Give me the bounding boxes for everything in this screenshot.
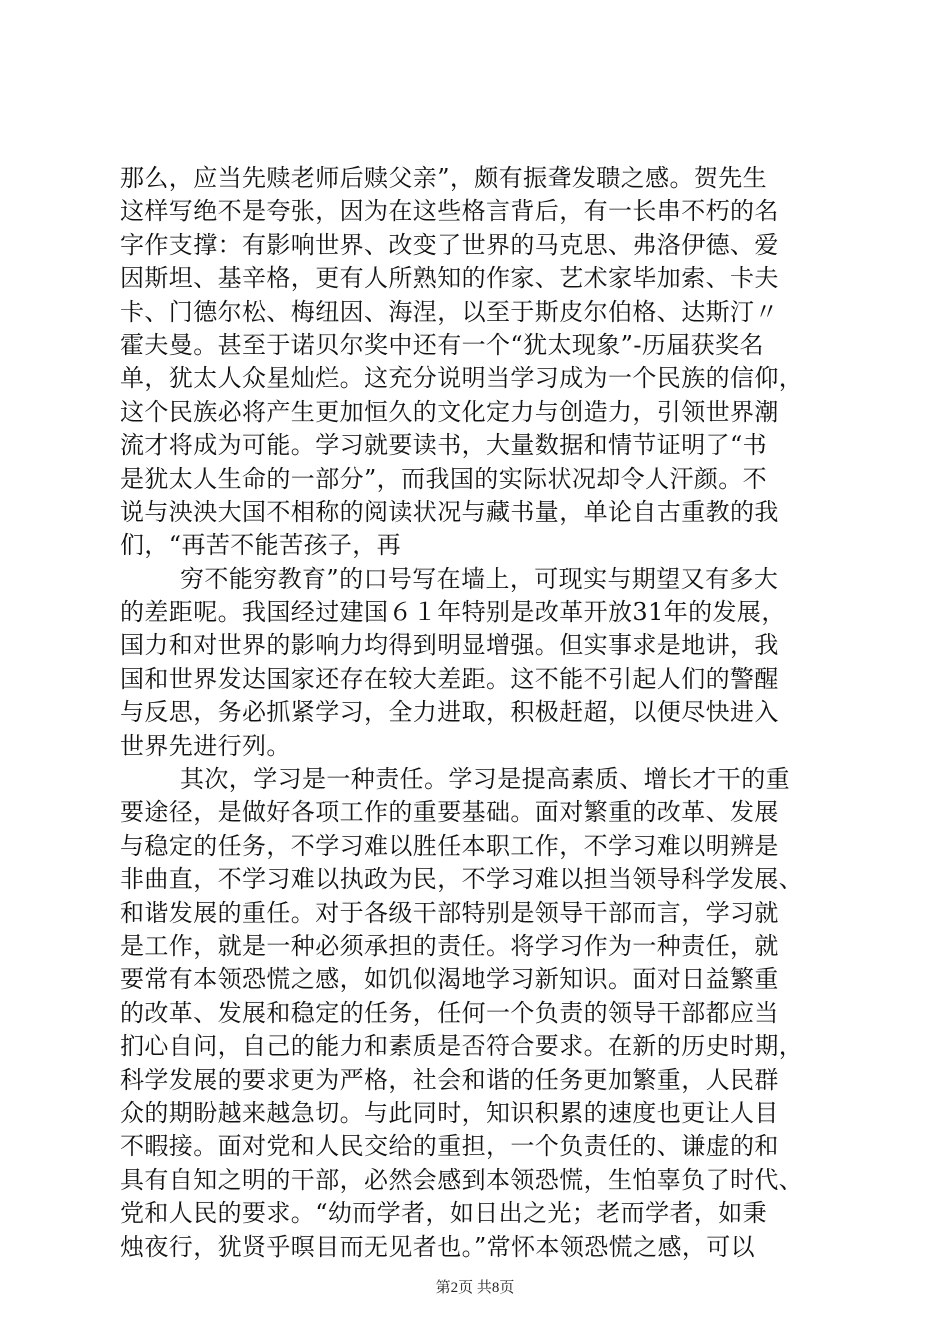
text-line: 们，“再苦不能苦孩子，再 [120, 531, 402, 560]
text-line: 烛夜行，犹贤乎暝目而无见者也。”常怀本领恐慌之感，可以 [120, 1232, 756, 1261]
text-line: 是工作，就是一种必须承担的责任。将学习作为一种责任，就 [120, 931, 779, 960]
text-line: 这样写绝不是夸张，因为在这些格言背后，有一长串不朽的名 [120, 197, 779, 226]
paragraph [120, 763, 840, 1264]
text-line: 科学发展的要求更为严格，社会和谐的任务更加繁重，人民群 [120, 1065, 779, 1094]
text-line: 穷不能穷教育”的口号写在墙上，可现实与期望又有多大 [180, 564, 779, 593]
text-line: 众的期盼越来越急切。与此同时，知识积累的速度也更让人目 [120, 1098, 779, 1127]
text-line: 字作支撑：有影响世界、改变了世界的马克思、弗洛伊德、爱 [120, 230, 779, 259]
text-line: 流才将成为可能。学习就要读书，大量数据和情节证明了“书 [120, 431, 768, 460]
text-line: 非曲直，不学习难以执政为民，不学习难以担当领导科学发展、 [120, 865, 804, 894]
document-body [120, 162, 840, 1264]
text-line: 要途径，是做好各项工作的重要基础。面对繁重的改革、发展 [120, 798, 779, 827]
text-line: 的改革、发展和稳定的任务，任何一个负责的领导干部都应当 [120, 998, 779, 1027]
text-line: 具有自知之明的干部，必然会感到本领恐慌，生怕辜负了时代、 [120, 1165, 804, 1194]
text-line: 国力和对世界的影响力均得到明显增强。但实事求是地讲，我 [120, 631, 779, 660]
text-line: 和谐发展的重任。对于各级干部特别是领导干部而言，学习就 [120, 898, 779, 927]
text-line: 扪心自问，自己的能力和素质是否符合要求。在新的历史时期， [120, 1032, 804, 1061]
text-line: 的差距呢。我国经过建国６１年特别是改革开放31年的发展， [120, 598, 786, 627]
text-line: 是犹太人生命的一部分”，而我国的实际状况却令人汗颜。不 [120, 464, 768, 493]
text-line: 说与泱泱大国不相称的阅读状况与藏书量，单论自古重教的我 [120, 497, 779, 526]
text-line: 因斯坦、基辛格，更有人所熟知的作家、艺术家毕加索、卡夫 [120, 264, 779, 293]
text-line: 要常有本领恐慌之感，如饥似渴地学习新知识。面对日益繁重 [120, 965, 779, 994]
paragraph [120, 563, 840, 763]
text-line: 国和世界发达国家还存在较大差距。这不能不引起人们的警醒 [120, 664, 779, 693]
text-line: 党和人民的要求。“幼而学者，如日出之光；老而学者，如秉 [120, 1199, 768, 1228]
text-line: 单，犹太人众星灿烂。这充分说明当学习成为一个民族的信仰， [120, 364, 804, 393]
page-number: 第2页 共8页 [435, 1280, 515, 1296]
text-line: 与反思，务必抓紧学习，全力进取，积极赶超，以便尽快进入 [120, 698, 779, 727]
text-line: 这个民族必将产生更加恒久的文化定力与创造力，引领世界潮 [120, 397, 779, 426]
text-line: 与稳定的任务，不学习难以胜任本职工作，不学习难以明辨是 [120, 831, 779, 860]
text-line: 其次，学习是一种责任。学习是提高素质、增长才干的重 [180, 765, 790, 794]
text-line: 不暇接。面对党和人民交给的重担，一个负责任的、谦虚的和 [120, 1132, 779, 1161]
text-line: 霍夫曼。甚至于诺贝尔奖中还有一个“犹太现象”-历届获奖名 [120, 330, 764, 359]
text-line: 卡、门德尔松、梅纽因、海涅，以至于斯皮尔伯格、达斯汀〃 [120, 297, 779, 326]
paragraph [120, 162, 840, 563]
text-line: 世界先进行列。 [120, 731, 291, 760]
text-line: 那么，应当先赎老师后赎父亲”，颇有振聋发聩之感。贺先生 [120, 164, 768, 192]
